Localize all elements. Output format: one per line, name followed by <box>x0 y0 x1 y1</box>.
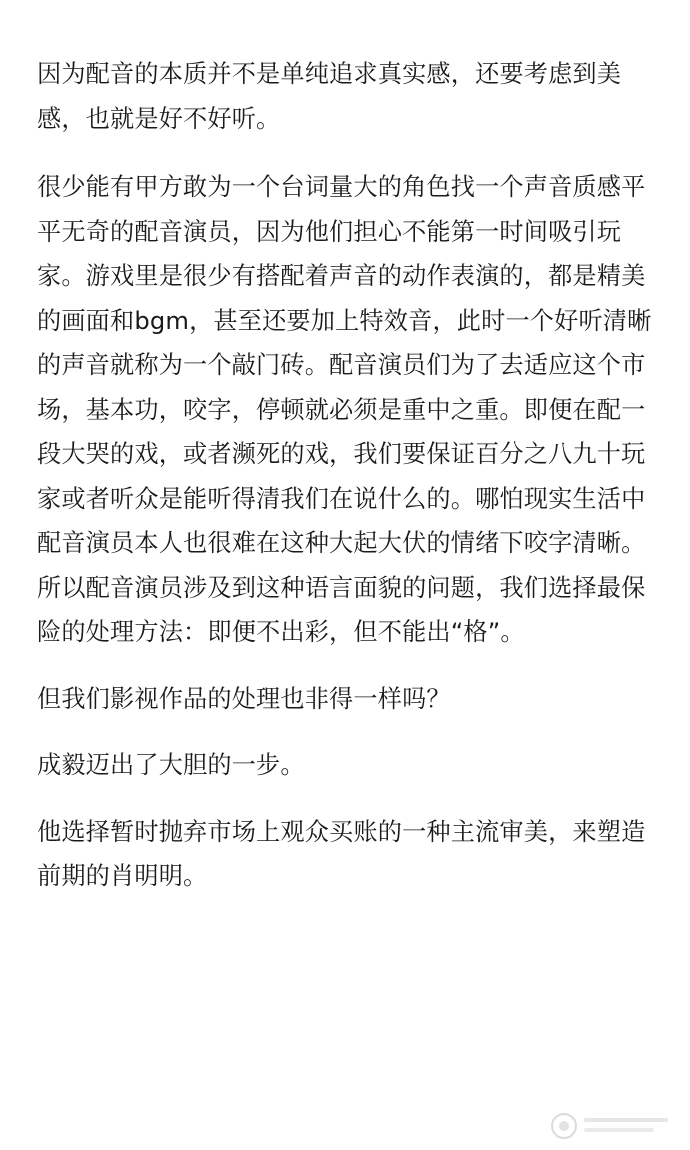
watermark-logo-icon <box>546 1106 676 1144</box>
paragraph-5: 他选择暂时抛弃市场上观众买账的一种主流审美，来塑造前期的肖明明。 <box>37 817 646 890</box>
paragraph-2: 很少能有甲方敢为一个台词量大的角色找一个声音质感平平无奇的配音演员，因为他们担心不能第一时间吸引玩家。游戏里是很少有搭配着声音的动作表演的，都是精美的画面和bgm，甚至还要加上特效音，此时一个好听清晰的声音就称为一个敲门砖。配音演员们为了去适应这个市场，基本功，咬字，停顿就必须是重中之重。即便在配一段大哭的戏，或者濒死的戏，我们要保证百分之八九十玩家或者听众是能听得清我们在说什么的。哪怕现实生活中配音演员本人也很难在这种大起大伏的情绪下咬字清晰。所以配音演员涉及到这种语言面貌的问题，我们选择最保险的处理方法：即便不出彩，但不能出“格”。 <box>37 173 652 646</box>
paragraph-4: 成毅迈出了大胆的一步。 <box>37 751 305 779</box>
paragraph-1: 因为配音的本质并不是单纯追求真实感，还要考虑到美感，也就是好不好听。 <box>37 60 622 133</box>
article-body <box>37 52 662 921</box>
paragraph-3: 但我们影视作品的处理也非得一样吗？ <box>37 684 451 713</box>
